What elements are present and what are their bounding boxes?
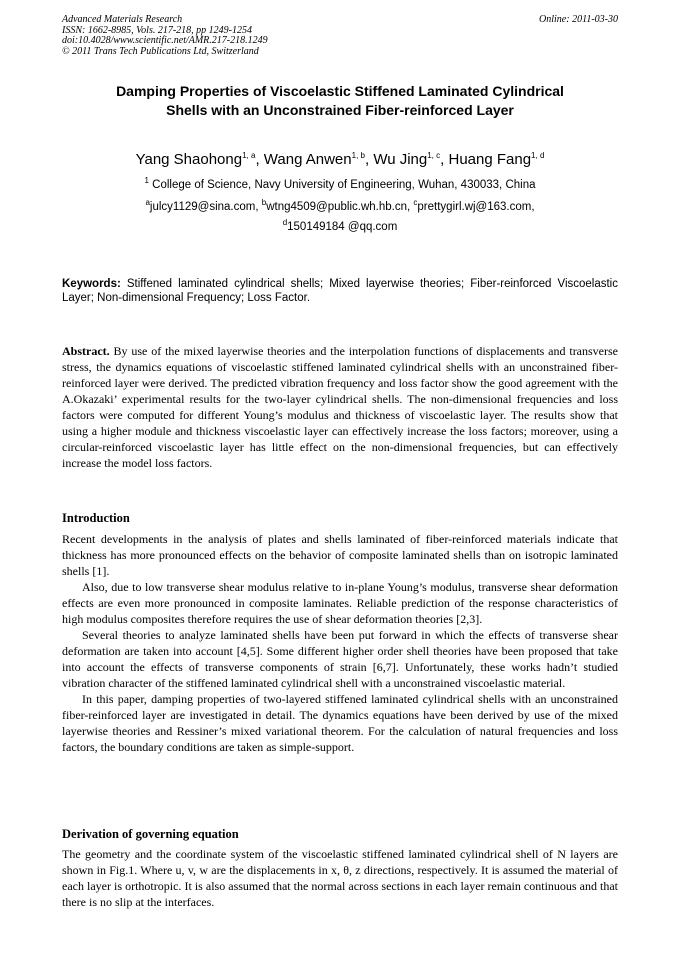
paragraph: Also, due to low transverse shear modulus relative to in-plane Young’s modulus, transverse shear deformation effects are even more pronounced in composite laminates. Reliable prediction of the response characteristics of high modulus composites therefore requires the use of shear deformation theories [2,3]. (62, 580, 618, 626)
author-list: Yang Shaohong$^{1, a}$, Wang Anwen$^{1, b}$, Wu Jing$^{1, c}$, Huang Fang$^{1, d}$ (135, 151, 545, 168)
doi-line: doi:10.4028/www.scientific.net/AMR.217-218.1249 (62, 35, 268, 46)
introduction-body (62, 531, 618, 755)
paragraph: Recent developments in the analysis of plates and shells laminated of fiber-reinforced materials indicate that thickness has more pronounced effects on the behavior of composite laminated shells than on isotropic laminated shells [1]. (62, 532, 618, 578)
paragraph: Several theories to analyze laminated shells have been put forward in which the effects of transverse shear deformation are taken into account [4,5]. Some different higher order shell theories have been proposed that take into account the effects of transverse components of strain [6,7]. Unfortunately, these works hadn’t studied vibration character of the stiffened laminated cylindrical shell with a unconstrained viscoelastic material. (62, 628, 618, 690)
issn-line: ISSN: 1662-8985, Vols. 217-218, pp 1249-1254 (62, 24, 252, 36)
section-heading-introduction: Introduction (62, 511, 130, 525)
author-name: Wang Anwen (263, 151, 352, 168)
paper-title (62, 82, 618, 120)
email-mark: d (282, 218, 288, 228)
author-affiliation-mark: 1, b (351, 151, 365, 160)
email-mark: b (261, 198, 267, 208)
affiliation (62, 178, 618, 192)
abstract-text: By use of the mixed layerwise theories and the interpolation functions of displacements and transverse stress, the dynamics equations of viscoelastic stiffened laminated cylindrical shells with an unconstrained fiber-reinforced layer were derived. The predicted vibration frequency and loss factor show the good agreement with the A.Okazaki’ experimental results for the two-layer cylindrical shells. The non-dimensional frequencies and loss factors were computed for different Young’s modulus and thickness of viscoelastic layer. The results show that using a higher module and thickness viscoelastic layer can effectively increase the loss factors; moreover, using a circular-reinforced viscoelastic layer has little effect on the non-dimensional frequencies, but can effectively increase the model loss factors. (62, 344, 619, 470)
email-address[interactable]: wtng4509@public.wh.hb.cn, (266, 201, 411, 213)
paragraph: In this paper, damping properties of two-layered stiffened laminated cylindrical shells with an unconstrained fiber-reinforced layer are investigated in detail. The dynamics equations have been derived by use of the mixed layerwise theories and Ressiner’s mixed variational theorem. For the calculation of natural frequencies and loss factors, the boundary conditions are taken as simple-support. (62, 692, 618, 754)
author-name: Yang Shaohong (135, 151, 243, 168)
keywords-text: Stiffened laminated cylindrical shells; Mixed layerwise theories; Fiber-reinforced Viscoelastic Layer; Non-dimensional Frequency; Loss Factor. (62, 278, 618, 304)
email-address[interactable]: julcy1129@sina.com, (149, 201, 259, 213)
title-line-1: Damping Properties of Viscoelastic Stiffened Laminated Cylindrical (116, 83, 564, 99)
abstract-label: Abstract. (62, 344, 110, 358)
author-affiliation-mark: 1, a (242, 151, 256, 160)
email-mark: c (413, 198, 418, 208)
author-name: Wu Jing (373, 151, 428, 168)
author-name: Huang Fang (448, 151, 532, 168)
keywords (62, 277, 618, 305)
email-line (62, 220, 618, 234)
email-address[interactable]: 150149184 @qq.com (287, 221, 398, 233)
journal-header (62, 15, 618, 57)
paragraph: The geometry and the coordinate system of the viscoelastic stiffened laminated cylindrical shell of N layers are shown in Fig.1. Where u, v, w are the displacements in x, θ, z directions, respectively. It is assumed the material of each layer is orthotropic. It is also assumed that the normal across sections in each layer remain continuous and that there is no slip at the interfaces. (62, 847, 618, 909)
abstract (62, 343, 618, 471)
keywords-label: Keywords: (62, 278, 121, 290)
email-mark: a (145, 198, 150, 208)
email-address[interactable]: prettygirl.wj@163.com, (417, 201, 535, 213)
copyright-line: © 2011 Trans Tech Publications Ltd, Switzerland (62, 45, 259, 57)
author-affiliation-mark: 1, c (427, 151, 441, 160)
email-line (62, 200, 618, 214)
affiliation-text: College of Science, Navy University of Engineering, Wuhan, 430033, China (152, 179, 536, 191)
section-heading-derivation: Derivation of governing equation (62, 827, 239, 841)
online-date: Online: 2011-03-30 (539, 14, 618, 25)
affiliation-mark: 1 (144, 176, 149, 186)
derivation-body (62, 846, 618, 910)
journal-name: Advanced Materials Research (62, 14, 183, 25)
author-affiliation-mark: 1, d (531, 151, 545, 160)
title-line-2: Shells with an Unconstrained Fiber-reinforced Layer (166, 102, 514, 118)
